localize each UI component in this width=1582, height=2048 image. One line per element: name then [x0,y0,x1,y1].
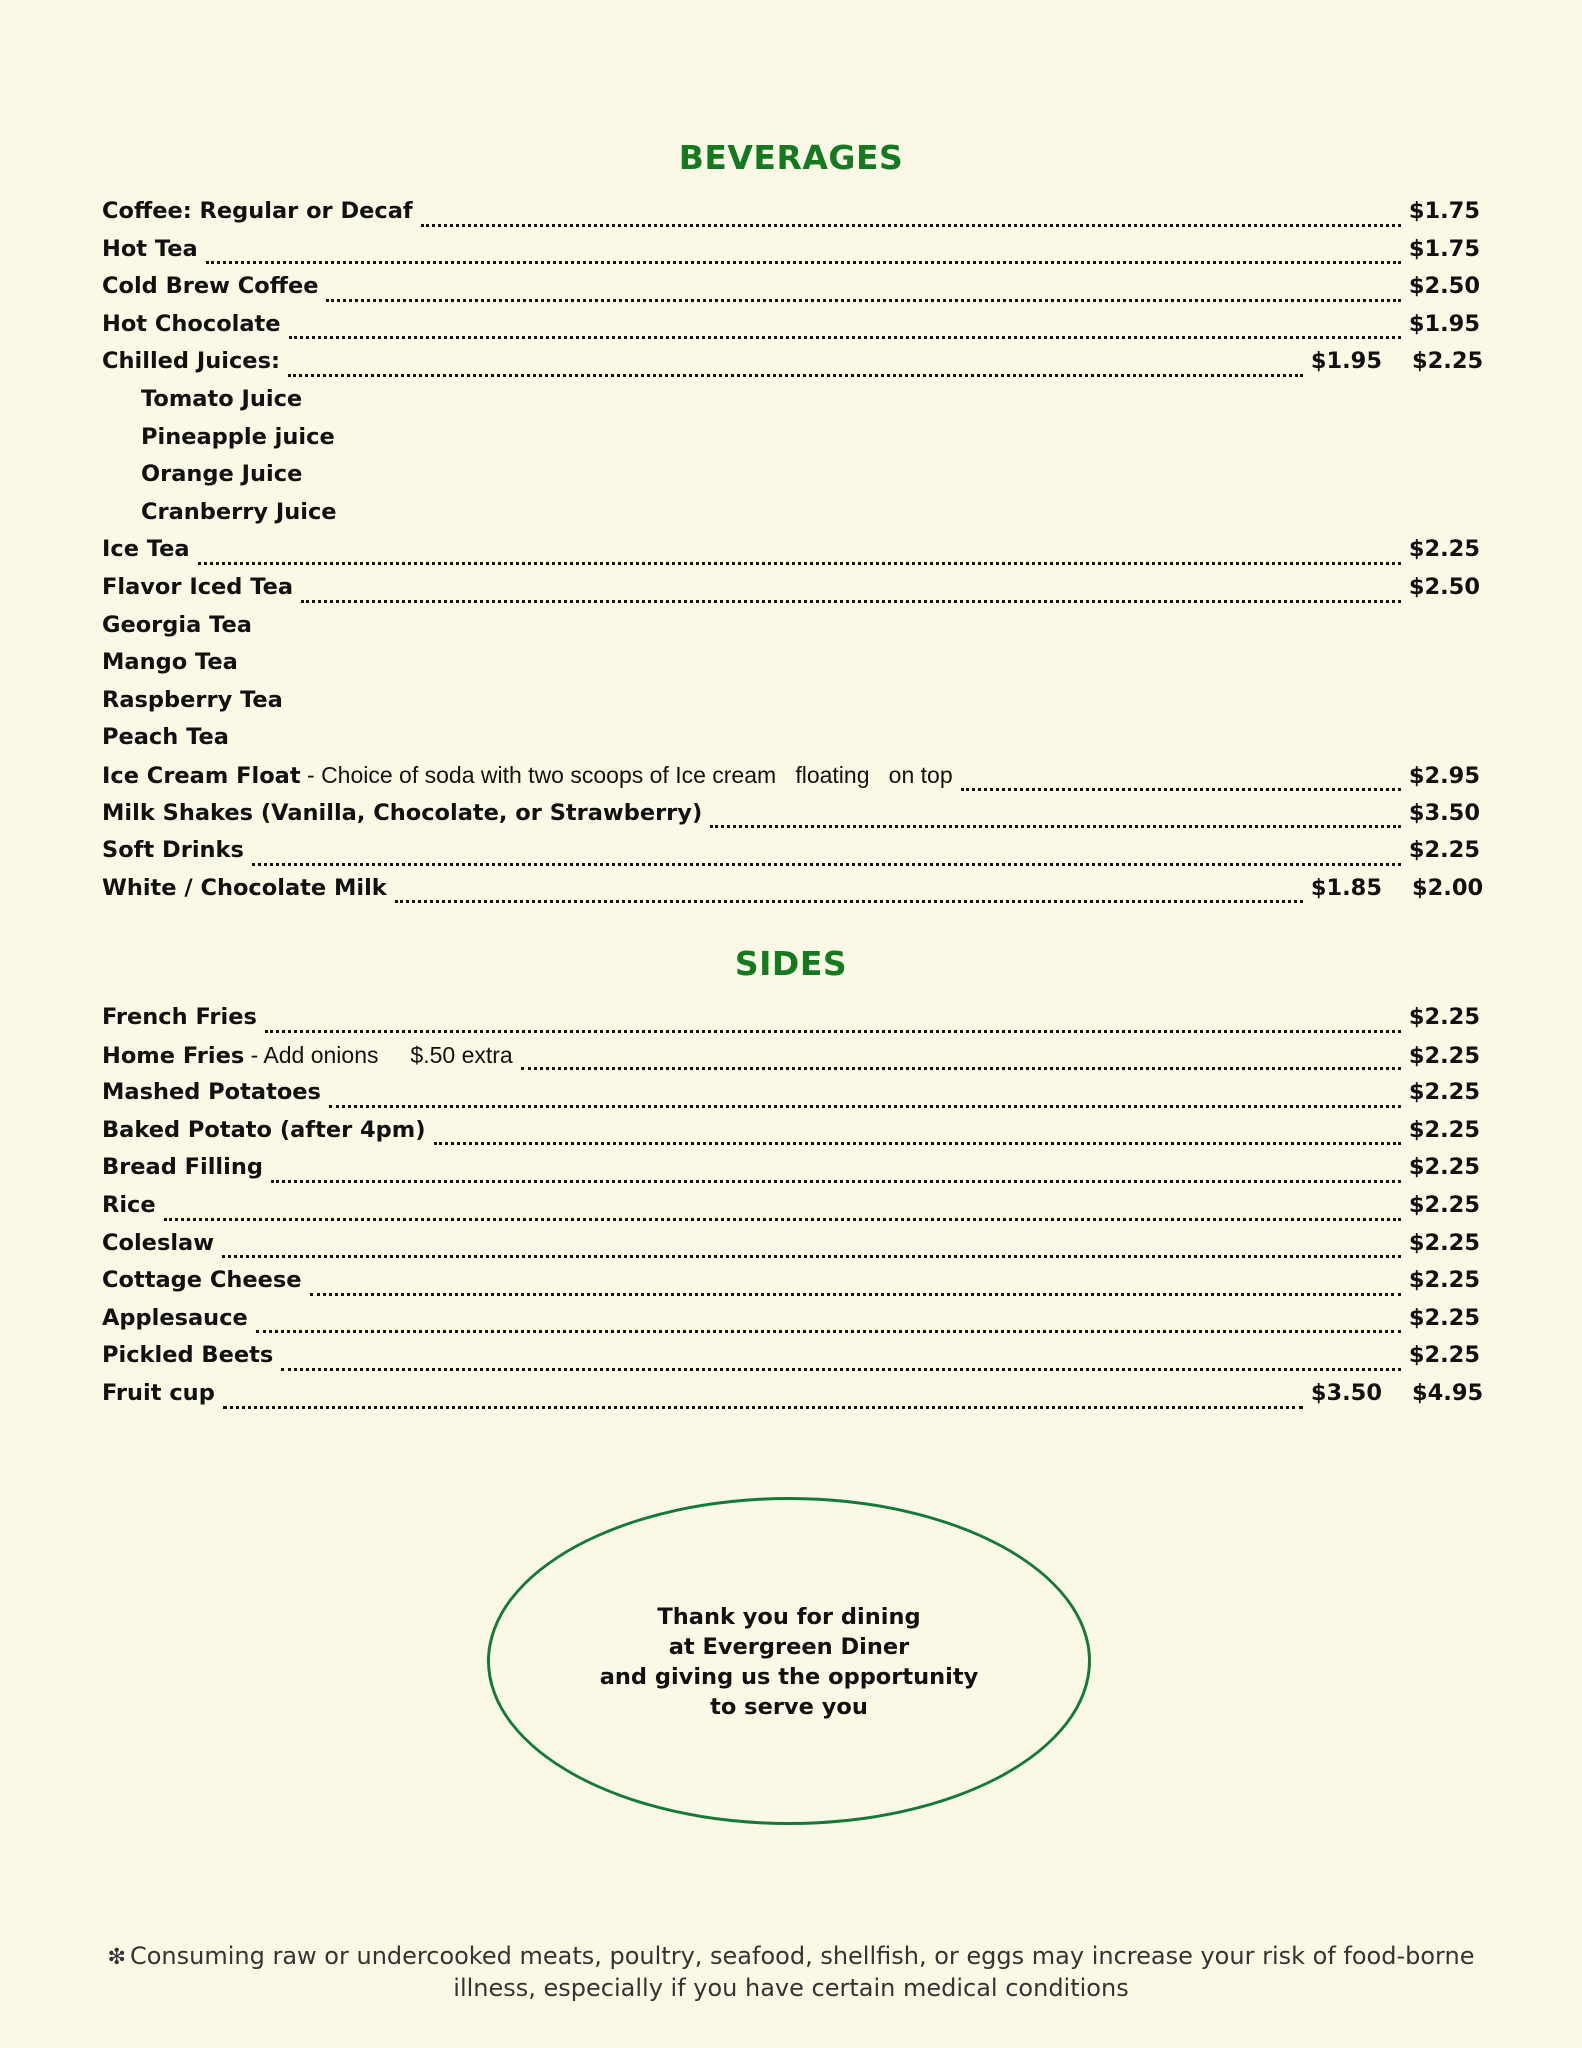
menu-item-name: Applesauce [102,1304,248,1331]
dot-leader [198,562,1401,565]
dot-leader [265,1030,1401,1033]
dot-leader [164,1218,1401,1221]
menu-item-name: Cottage Cheese [102,1267,302,1294]
dot-leader [329,1105,1401,1108]
menu-item-price: $2.25 [1408,1042,1480,1069]
menu-item-price: $2.25 [1408,536,1480,563]
menu-item-name: Orange Juice [141,461,303,488]
menu-item-name: Fruit cup [102,1379,215,1406]
dot-leader [271,1180,1401,1183]
dot-leader [289,336,1401,339]
menu-item-name: French Fries [102,1004,257,1030]
menu-item-price: $2.25 [1408,1229,1480,1256]
menu-item-name: Soft Drinks [102,837,244,864]
menu-item-row [102,273,1480,311]
menu-item-name: Chilled Juices: [102,348,280,375]
menu-item-name: Mashed Potatoes [102,1079,321,1106]
menu-item-row [102,800,1480,838]
menu-item-name: Cold Brew Coffee [102,273,319,300]
menu-item-price: $1.95 [1408,310,1480,337]
asterisk-icon: ❇ [107,1945,126,1970]
menu-item-name: Pineapple juice [141,423,335,450]
menu-item-price: $2.25 [1408,1116,1480,1143]
menu-item-row [102,499,1480,537]
menu-item-price: $2.25 [1408,1342,1480,1369]
menu-item-price: $2.95 [1408,762,1480,789]
menu-item-name: Ice Cream Float [102,762,301,789]
menu-item-row [102,1342,1480,1380]
menu-item-row [102,461,1480,499]
menu-item-row [102,649,1480,687]
sides-list [102,1004,1484,1418]
thank-you-line: to serve you [710,1694,868,1720]
sides-title: SIDES [734,944,848,983]
dot-leader [521,1067,1401,1070]
menu-item-price-small: $1.85 [1310,874,1382,901]
menu-item-row [102,1154,1480,1192]
footnote-line-1: Consuming raw or undercooked meats, poultry, seafood, shellfish, or eggs may increase your risk of food-borne [129,1942,1475,1970]
menu-item-row [102,1192,1480,1230]
menu-item-row [102,236,1480,274]
menu-item-name: Baked Potato (after 4pm) [102,1116,426,1143]
dot-leader [256,1330,1401,1333]
menu-item-row [102,687,1480,725]
menu-item-row [102,612,1480,650]
thank-you-line: and giving us the opportunity [599,1664,979,1690]
dot-leader [421,224,1401,227]
menu-item-price: $2.25 [1408,1267,1480,1294]
menu-item-row [102,348,1484,386]
dot-leader [961,788,1401,791]
dot-leader [222,1255,1401,1258]
menu-item-name: Coleslaw [102,1229,215,1256]
menu-item-row [102,837,1480,875]
menu-item-row [102,762,1480,800]
menu-item-price: $2.25 [1408,837,1480,864]
menu-item-row [102,1379,1484,1418]
thank-you-line: at Evergreen Diner [668,1634,910,1660]
menu-item-row [102,536,1480,574]
menu-item-name: Pickled Beets [102,1342,274,1369]
dot-leader [395,900,1303,903]
menu-item-price: $3.50 [1408,799,1480,826]
menu-item-name: Home Fries [102,1042,245,1069]
thank-you-message [487,1602,1091,1722]
dot-leader [223,1406,1303,1409]
menu-item-row [102,1117,1480,1155]
dot-leader [326,299,1400,302]
menu-item-row [102,198,1480,236]
menu-item-price: $2.50 [1408,573,1480,600]
menu-item-price-small: $3.50 [1310,1379,1382,1406]
menu-item-price: $1.75 [1408,235,1480,262]
menu-item-name: Tomato Juice [141,385,303,412]
menu-item-name: Bread Filling [102,1154,263,1181]
thank-you-line: Thank you for dining [657,1604,921,1630]
menu-item-row [102,1267,1480,1305]
menu-item-price-small: $1.95 [1310,348,1382,375]
dot-leader [310,1293,1401,1296]
menu-item-description: - Choice of soda with two scoops of Ice cream floating on top [300,761,953,788]
menu-item-description: - Add onions $.50 extra [244,1041,513,1068]
menu-item-row [102,1004,1480,1042]
menu-item-name: White / Chocolate Milk [102,874,387,901]
food-safety-footnote [60,1941,1522,2004]
menu-item-row [102,1230,1480,1268]
menu-item-row [102,424,1480,462]
dot-leader [434,1142,1401,1145]
menu-item-price: $2.25 [1408,1079,1480,1106]
menu-item-price: $2.25 [1408,1154,1480,1181]
menu-item-row [102,1042,1480,1080]
dot-leader [252,863,1401,866]
menu-item-row [102,874,1484,913]
dot-leader [288,374,1303,377]
menu-item-name: Ice Tea [102,536,190,563]
menu-item-price: $2.25 [1412,348,1484,375]
menu-item-price: $2.00 [1412,874,1484,901]
menu-item-price: $4.95 [1412,1379,1484,1406]
menu-item-name: Hot Chocolate [102,310,281,337]
menu-item-row [102,1079,1480,1117]
menu-item-row [102,1305,1480,1343]
beverages-list [102,198,1484,912]
menu-item-name: Milk Shakes (Vanilla, Chocolate, or Strawberry) [102,799,703,826]
dot-leader [281,1368,1401,1371]
dot-leader [206,261,1401,264]
footnote-line-2: illness, especially if you have certain medical conditions [453,1974,1129,2002]
menu-item-price: $1.75 [1408,198,1480,224]
menu-item-price: $2.50 [1408,273,1480,300]
menu-item-row [102,724,1480,762]
menu-item-name: Raspberry Tea [102,686,283,713]
menu-item-row [102,311,1480,349]
menu-item-row [102,574,1480,612]
menu-item-name: Peach Tea [102,724,229,751]
menu-item-name: Mango Tea [102,649,238,676]
menu-item-name: Flavor Iced Tea [102,573,294,600]
menu-item-price: $2.25 [1408,1304,1480,1331]
dot-leader [301,600,1401,603]
menu-item-name: Hot Tea [102,235,198,262]
menu-item-name: Cranberry Juice [141,498,337,525]
beverages-title: BEVERAGES [678,138,904,177]
dot-leader [710,825,1401,828]
menu-item-name: Rice [102,1191,156,1218]
menu-item-price: $2.25 [1408,1191,1480,1218]
menu-item-price: $2.25 [1408,1004,1480,1030]
menu-item-row [102,386,1480,424]
menu-item-name: Coffee: Regular or Decaf [102,198,413,224]
menu-item-name: Georgia Tea [102,611,252,638]
